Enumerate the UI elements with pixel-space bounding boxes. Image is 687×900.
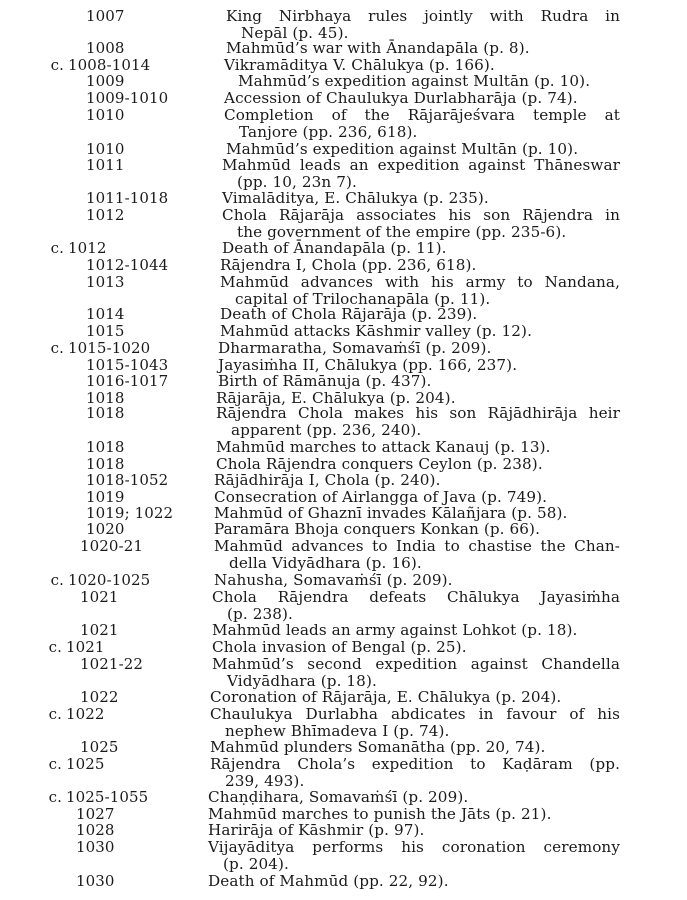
entry-text-line: Death of Chola Rājarāja (p. 239). — [220, 305, 478, 323]
entry-text-line: Mahmūd of Ghaznī invades Kālañjara (p. 58). — [214, 504, 568, 522]
entry-date: 1019 — [86, 488, 125, 506]
entry-text-line: Chola Rājarāja associates his son Rājendra in — [222, 206, 620, 224]
entry-date: 1022 — [66, 705, 105, 723]
entry-description — [218, 340, 620, 357]
entry-text-line: Nahusha, Somavaṁśī (p. 209). — [214, 571, 453, 589]
entry-date: 1009-1010 — [86, 89, 169, 107]
entry-text-line: Chola Rājendra conquers Ceylon (p. 238). — [216, 455, 543, 473]
entry-text-line: Rājādhirāja I, Chola (p. 240). — [214, 471, 441, 489]
entry-description — [210, 756, 620, 790]
entry-date: 1021 — [80, 588, 119, 606]
entry-description — [226, 40, 620, 57]
entry-description — [210, 689, 620, 706]
entry-description — [218, 373, 620, 390]
entry-date: 1025-1055 — [66, 788, 149, 806]
entry-text-continuation: della Vidyādhara (p. 16). — [229, 554, 422, 572]
circa-prefix: c. — [50, 339, 64, 357]
entry-text-line: Death of Mahmūd (pp. 22, 92). — [208, 872, 449, 890]
entry-date: 1011-1018 — [86, 189, 169, 207]
entry-date: 1020 — [86, 520, 125, 538]
entry-text-continuation: nephew Bhīmadeva I (p. 74). — [225, 722, 450, 740]
entry-description — [222, 207, 620, 241]
entry-description — [214, 538, 620, 572]
entry-date: 1008 — [86, 39, 125, 57]
entry-date: 1015-1020 — [68, 339, 151, 357]
entry-text-line: Mahmūd advances to India to chastise the Chan- — [214, 537, 620, 555]
entry-text-line: Coronation of Rājarāja, E. Chālukya (p. 204). — [210, 688, 562, 706]
entry-text-line: Birth of Rāmānuja (p. 437). — [218, 372, 432, 390]
entry-text-line: Mahmūd leads an army against Lohkot (p. 18). — [212, 621, 578, 639]
entry-text-continuation: Vidyādhara (p. 18). — [227, 672, 377, 690]
entry-description — [220, 274, 620, 308]
entry-text-line: Chaulukya Durlabha abdicates in favour of his — [210, 705, 620, 723]
entry-text-line: Death of Ānandapāla (p. 11). — [222, 239, 447, 257]
entry-description — [212, 656, 620, 690]
entry-text-line: Rājendra Chola makes his son Rājādhirāja heir — [216, 404, 620, 422]
circa-prefix: c. — [50, 56, 64, 74]
entry-date: 1012-1044 — [86, 256, 169, 274]
entry-description — [216, 439, 620, 456]
entry-text-continuation: Tanjore (pp. 236, 618). — [239, 123, 418, 141]
entry-description — [222, 157, 620, 191]
entry-text-line: Vimalāditya, E. Chālukya (p. 235). — [222, 189, 489, 207]
entry-description — [224, 90, 620, 107]
entry-text-line: Harirāja of Kāshmir (p. 97). — [208, 821, 425, 839]
entry-text-line: Accession of Chaulukya Durlabharāja (p. 74). — [224, 89, 578, 107]
entry-description — [208, 873, 620, 890]
entry-date: 1021 — [80, 621, 119, 639]
entry-text-continuation: the government of the empire (pp. 235-6). — [237, 223, 567, 241]
entry-description — [224, 107, 620, 141]
entry-date: 1021 — [66, 638, 105, 656]
entry-description — [220, 257, 620, 274]
entry-text-continuation: (p. 238). — [227, 605, 293, 623]
entry-date: 1027 — [76, 805, 115, 823]
entry-date: 1007 — [86, 7, 125, 25]
entry-date: 1014 — [86, 305, 125, 323]
entry-date: 1020-1025 — [68, 571, 151, 589]
entry-text-line: Rājendra Chola’s expedition to Kaḍāram (pp. — [210, 755, 620, 773]
entry-text-continuation: (p. 204). — [223, 855, 289, 873]
entry-description — [212, 622, 620, 639]
entry-date: 1012 — [68, 239, 107, 257]
entry-description — [208, 822, 620, 839]
entry-date: 1013 — [86, 273, 125, 291]
entry-description — [212, 589, 620, 623]
entry-text-line: Rājarāja, E. Chālukya (p. 204). — [216, 389, 456, 407]
entry-description — [212, 639, 620, 656]
entry-text-line: Rājendra I, Chola (pp. 236, 618). — [220, 256, 477, 274]
entry-description — [220, 306, 620, 323]
entry-text-line: Chola Rājendra defeats Chālukya Jayasiṁha — [212, 588, 620, 606]
entry-text-line: King Nirbhaya rules jointly with Rudra in — [226, 7, 620, 25]
entry-date: 1012 — [86, 206, 125, 224]
entry-text-continuation: capital of Trilochanapāla (p. 11). — [235, 290, 491, 308]
entry-description — [216, 405, 620, 439]
circa-prefix: c. — [48, 638, 62, 656]
entry-text-line: Mahmūd plunders Somanātha (pp. 20, 74). — [210, 738, 546, 756]
entry-description — [214, 472, 620, 489]
entry-date: 1016-1017 — [86, 372, 169, 390]
entry-date: 1028 — [76, 821, 115, 839]
circa-prefix: c. — [50, 239, 64, 257]
entry-description — [214, 572, 620, 589]
circa-prefix: c. — [48, 788, 62, 806]
entry-text-line: Vijayāditya performs his coronation ceremony — [208, 838, 620, 856]
entry-text-continuation: apparent (pp. 236, 240). — [231, 421, 422, 439]
entry-date: 1018 — [86, 389, 125, 407]
entry-description — [222, 240, 620, 257]
entry-date: 1025 — [80, 738, 119, 756]
entry-description — [210, 739, 620, 756]
entry-text-line: Mahmūd attacks Kāshmir valley (p. 12). — [220, 322, 533, 340]
entry-date: 1018 — [86, 455, 125, 473]
entry-text-line: Consecration of Airlangga of Java (p. 749). — [214, 488, 548, 506]
entry-text-line: Chaṇḍihara, Somavaṁśī (p. 209). — [208, 788, 469, 806]
entry-description — [226, 8, 620, 42]
entry-text-line: Mahmūd leads an expedition against Thāneswar — [222, 156, 620, 174]
entry-text-line: Mahmūd’s expedition against Multān (p. 10). — [226, 140, 579, 158]
entry-text-line: Completion of the Rājarājeśvara temple at — [224, 106, 620, 124]
entry-date: 1030 — [76, 838, 115, 856]
entry-date: 1018 — [86, 438, 125, 456]
entry-text-continuation: Nepāl (p. 45). — [241, 24, 349, 42]
entry-description — [222, 190, 620, 207]
entry-text-line: Paramāra Bhoja conquers Konkan (p. 66). — [214, 520, 540, 538]
entry-date: 1020-21 — [80, 537, 144, 555]
entry-date: 1009 — [86, 72, 125, 90]
entry-date: 1011 — [86, 156, 125, 174]
entry-text-line: Mahmūd’s expedition against Multān (p. 10). — [238, 72, 591, 90]
entry-description — [220, 323, 620, 340]
entry-description — [208, 789, 620, 806]
entry-description — [214, 521, 620, 538]
circa-prefix: c. — [48, 755, 62, 773]
entry-date: 1019; 1022 — [86, 504, 174, 522]
entry-text-line: Jayasiṁha II, Chālukya (pp. 166, 237). — [218, 356, 518, 374]
entry-text-line: Mahmūd’s second expedition against Chandella — [212, 655, 620, 673]
circa-prefix: c. — [48, 705, 62, 723]
entry-date: 1018-1052 — [86, 471, 169, 489]
entry-text-line: Mahmūd marches to attack Kanauj (p. 13). — [216, 438, 551, 456]
entry-text-continuation: (pp. 10, 23n 7). — [237, 173, 357, 191]
entry-description — [238, 73, 620, 90]
entry-description — [210, 706, 620, 740]
entry-text-line: Dharmaratha, Somavaṁśī (p. 209). — [218, 339, 492, 357]
entry-date: 1021-22 — [80, 655, 144, 673]
circa-prefix: c. — [50, 571, 64, 589]
entry-date: 1022 — [80, 688, 119, 706]
entry-description — [208, 839, 620, 873]
entry-text-line: Mahmūd’s war with Ānandapāla (p. 8). — [226, 39, 530, 57]
entry-date: 1015 — [86, 322, 125, 340]
entry-date: 1010 — [86, 140, 125, 158]
entry-text-line: Mahmūd advances with his army to Nandana, — [220, 273, 620, 291]
entry-text-line: Vikramāditya V. Chālukya (p. 166). — [224, 56, 495, 74]
entry-date: 1015-1043 — [86, 356, 169, 374]
entry-text-continuation: 239, 493). — [225, 772, 305, 790]
entry-text-line: Chola invasion of Bengal (p. 25). — [212, 638, 467, 656]
entry-date: 1010 — [86, 106, 125, 124]
entry-date: 1025 — [66, 755, 105, 773]
entry-date: 1008-1014 — [68, 56, 151, 74]
entry-text-line: Mahmūd marches to punish the Jāts (p. 21). — [208, 805, 552, 823]
entry-date: 1018 — [86, 404, 125, 422]
entry-date: 1030 — [76, 872, 115, 890]
